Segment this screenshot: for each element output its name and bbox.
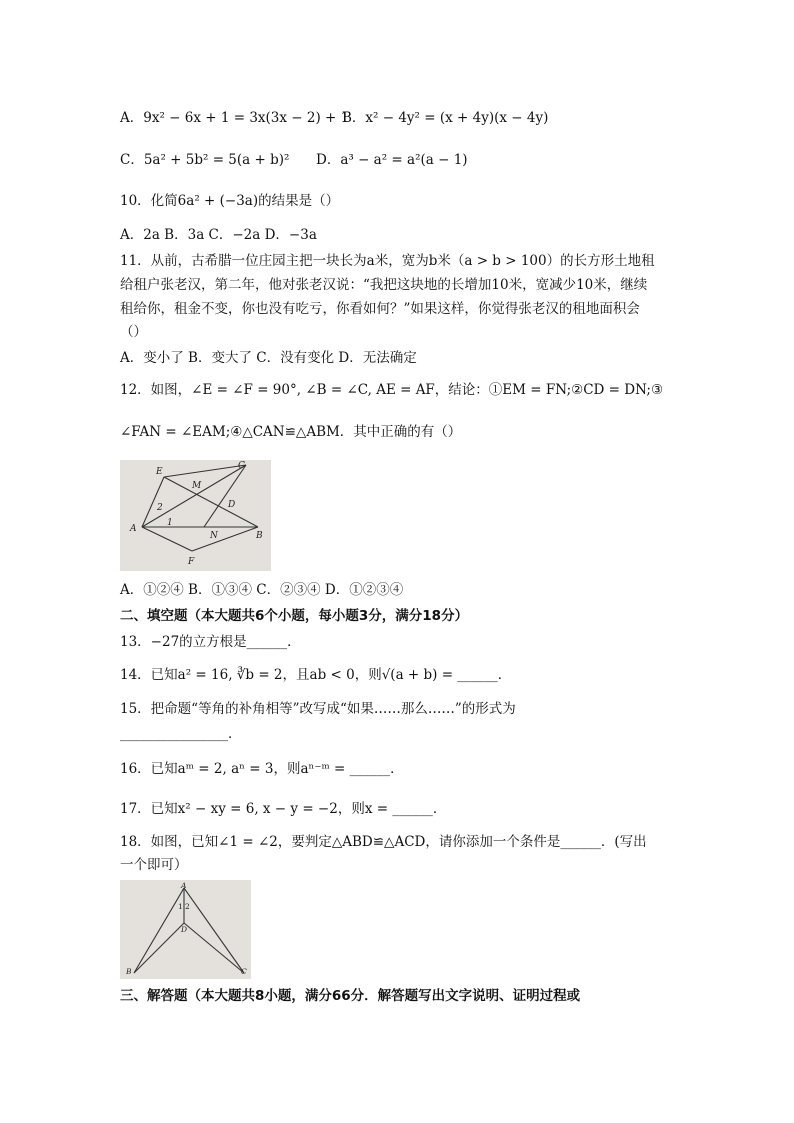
q13: 13．−27的立方根是______．	[120, 634, 301, 650]
q12-figure	[120, 460, 271, 571]
label-d: D	[228, 500, 236, 510]
q12-line-1: 12．如图，∠E = ∠F = 90°, ∠B = ∠C, AE = AF，结论：①EM = FN;②CD = DN;③	[120, 382, 664, 398]
segment-fb	[192, 527, 258, 551]
q11-line-2: 给租户张老汉，第二年，他对张老汉说：“我把这块地的长增加10米，宽减少10米，继续	[120, 277, 648, 293]
q12-options: A．①②④ B．①③④ C．②③④ D．①②③④	[120, 582, 404, 598]
q12-line-2: ∠FAN = ∠EAM;④△CAN≌△ABM．其中正确的有（）	[120, 424, 462, 440]
q10-options: A．2a B．3a C．−2a D．−3a	[120, 227, 317, 243]
q16: 16．已知aᵐ = 2, aⁿ = 3，则aⁿ⁻ᵐ = ______．	[120, 761, 404, 777]
q9-option-c: C．5a² + 5b² = 5(a + b)²	[120, 152, 290, 168]
segment-af	[142, 527, 192, 551]
label-b: B	[126, 967, 132, 976]
q15-line-1: 15．把命题“等角的补角相等”改写成“如果……那么……”的形式为	[120, 701, 516, 717]
label-b: B	[256, 531, 263, 541]
label-1: 1	[178, 902, 183, 911]
label-a: A	[130, 524, 137, 534]
q18-line-2: 一个即可）	[120, 857, 188, 873]
q9-option-a: A．9x² − 6x + 1 = 3x(3x − 2) + 1	[120, 110, 350, 126]
label-e: E	[156, 467, 163, 477]
q12-geometry-diagram	[120, 460, 271, 571]
q18-line-1: 18．如图，已知∠1 = ∠2，要判定△ABD≌△ACD，请你添加一个条件是______．(写出	[120, 834, 647, 850]
label-d: D	[181, 925, 188, 934]
q18-figure	[120, 880, 251, 979]
q11-line-3: 租给你，租金不变，你也没有吃亏，你看如何？”如果这样，你觉得张老汉的租地面积会	[120, 301, 640, 317]
segment-ec	[164, 465, 246, 477]
q18-geometry-diagram	[120, 880, 251, 979]
label-c: C	[241, 967, 247, 976]
label-2: 2	[185, 902, 190, 911]
label-2: 2	[157, 503, 163, 513]
label-1: 1	[167, 518, 173, 528]
q15-line-2: ________________．	[120, 726, 242, 742]
q9-option-b: B．x² − 4y² = (x + 4y)(x − 4y)	[342, 110, 549, 126]
label-c: C	[238, 461, 245, 471]
segment-mb	[164, 477, 258, 527]
q11-options: A．变小了 B．变大了 C．没有变化 D．无法确定	[120, 350, 417, 366]
label-m: M	[192, 481, 202, 491]
q11-line-4: （）	[120, 324, 147, 340]
label-f: F	[188, 557, 195, 567]
q11-line-1: 11．从前，古希腊一位庄园主把一块长为a米，宽为b米（a > b > 100）的长方形土地租	[120, 253, 655, 269]
q10-stem: 10．化简6a² + (−3a)的结果是（）	[120, 193, 340, 209]
label-a: A	[181, 881, 187, 890]
q17: 17．已知x² − xy = 6, x − y = −2，则x = ______．	[120, 801, 447, 817]
section-2-title: 二、填空题（本大题共6个小题，每小题3分，满分18分）	[120, 608, 469, 624]
label-n: N	[210, 531, 218, 541]
q14: 14．已知a² = 16, ∛b = 2，且ab < 0，则√(a + b) = ______．	[120, 667, 512, 683]
q9-option-d: D．a³ − a² = a²(a − 1)	[316, 152, 468, 168]
segment-ae	[142, 477, 164, 527]
section-3-title: 三、解答题（本大题共8小题，满分66分．解答题写出文字说明、证明过程或	[120, 988, 581, 1004]
